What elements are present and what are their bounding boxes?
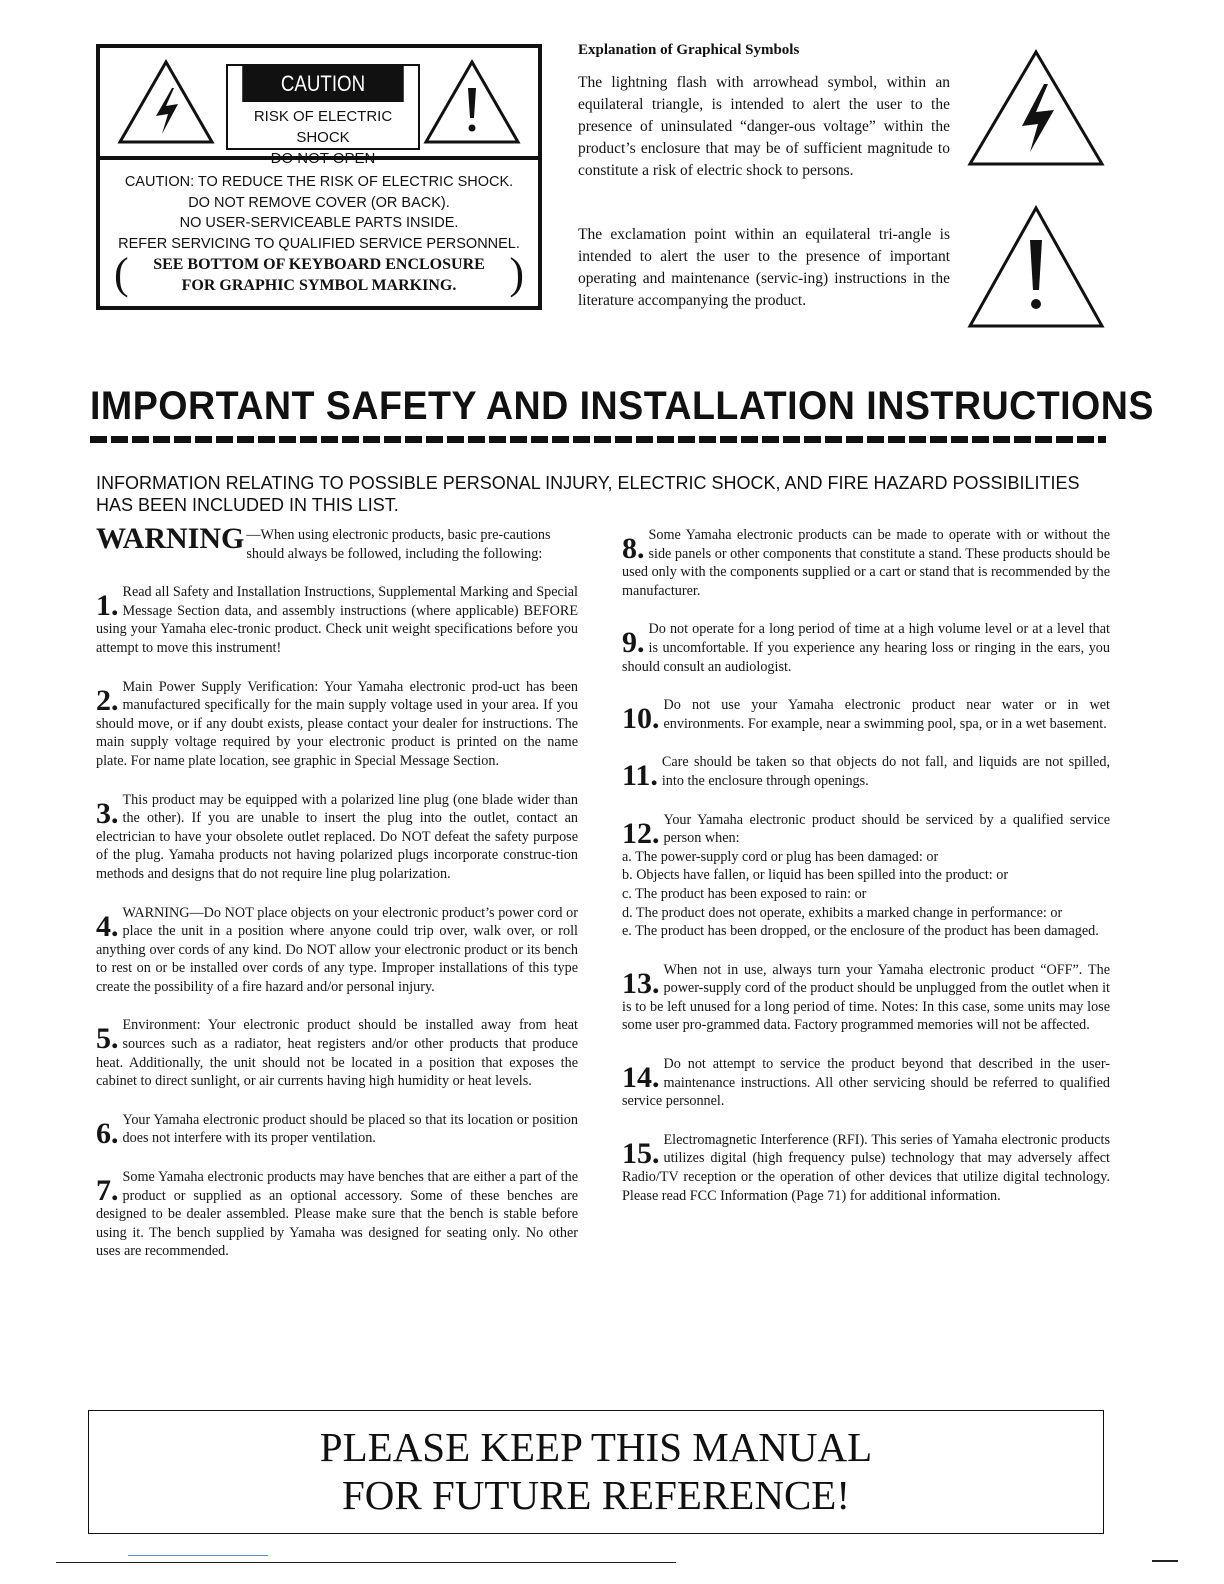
warning-word: WARNING [96, 522, 245, 555]
service-conditions-list [622, 848, 1110, 941]
instructions-left-column [96, 522, 578, 1281]
sub-list-item: a. The power-supply cord or plug has been damaged: or [622, 848, 939, 865]
explanation-title: Explanation of Graphical Symbols [578, 42, 800, 58]
list-item [96, 678, 578, 771]
instructions-right-column [622, 526, 1110, 1225]
keep-manual-notice [88, 1410, 1104, 1534]
item-text: Electromagnetic Interference (RFI). This series of Yamaha electronic products utilizes digital (high frequency pulse) technology that may adversely affect Radio/TV reception or the operation of other devices that utilize digital technology. Please read FCC Information (Page 71) for additional information. [622, 1131, 1110, 1204]
caution-box [96, 44, 542, 310]
item-number: 12. [622, 816, 660, 850]
info-statement: INFORMATION RELATING TO POSSIBLE PERSONAL INJURY, ELECTRIC SHOCK, AND FIRE HAZARD POSSIBILITIES HAS BEEN INCLUDED IN THIS LIST. [96, 473, 1080, 515]
bottom-mark [128, 1555, 268, 1556]
item-number: 1. [96, 589, 119, 623]
notice-line-2: FOR FUTURE REFERENCE! [342, 1472, 850, 1518]
caution-label [226, 64, 420, 167]
item-text: Main Power Supply Verification: Your Yamaha electronic prod-uct has been manufactured specifically for the main supply voltage used in your area. If you should move, or if any doubt exists, please contact your dealer for instructions. The main supply voltage required by your electronic product is printed on the name plate. For name plate location, see graphic in Special Message Section. [96, 678, 578, 769]
item-text: Some Yamaha electronic products may have benches that are either a part of the product or supplied as an optional accessory. Some of these benches are designed to be dealer assembled. Please make sure that the bench is stable before using it. The bench supplied by Yamaha was designed for seating only. No other uses are recommended. [96, 1169, 578, 1260]
item-text: WARNING—Do NOT place objects on your electronic product’s power cord or place the unit in a position where anyone could trip over, walk over, or roll anything over cords of any kind. Do NOT allow your electronic product or its bench to rest on or be installed over cords of any type. Improper installations of this type create the possibility of a fire hazard and/or personal injury. [96, 904, 578, 995]
list-item [622, 526, 1110, 600]
item-number: 7. [96, 1174, 119, 1208]
list-item [622, 620, 1110, 676]
item-text: Environment: Your electronic product should be installed away from heat sources such as a radiator, heat registers and/or other products that produce heat. Additionally, the unit should not be located in a position that exposes the cabinet to direct sunlight, or air currents having high humidity or heat levels. [96, 1017, 578, 1090]
list-item [96, 1016, 578, 1090]
item-text: Your Yamaha electronic product should be serviced by a qualified service person when: [663, 811, 1110, 847]
item-text: Do not operate for a long period of time at a high volume level or at a level that is uncomfortable. If you experience any hearing loss or ringing in the ears, you should consult an audiologist. [622, 621, 1110, 675]
item-text: When not in use, always turn your Yamaha electronic product “OFF”. The power-supply cord of the product should be unplugged from the outlet when it is to be left unused for a long period of time. Notes: In this case, some units may lose some user pro-grammed data. Factory programmed memories will not be affected. [622, 961, 1110, 1034]
item-number: 15. [622, 1136, 660, 1170]
caution-bold-line-1: SEE BOTTOM OF KEYBOARD ENCLOSURE [153, 256, 485, 273]
warning-intro [96, 522, 578, 563]
item-number: 5. [96, 1022, 119, 1056]
item-number: 10. [622, 702, 660, 736]
bottom-dash [1152, 1560, 1178, 1562]
lightning-triangle-icon [116, 58, 216, 146]
sub-list-item: e. The product has been dropped, or the enclosure of the product has been damaged. [622, 923, 1099, 940]
item-number: 2. [96, 683, 119, 717]
item-number: 3. [96, 796, 119, 830]
right-parenthesis: ) [509, 249, 524, 298]
page-title: IMPORTANT SAFETY AND INSTALLATION INSTRUCTIONS [90, 384, 1154, 428]
list-item [622, 696, 1110, 736]
list-item [96, 1111, 578, 1148]
explanation-exclamation-text: The exclamation point within an equilateral tri-angle is intended to alert the user to the presence of important operating and maintenance (servic-ing) instructions in the literature accompanying the product. [578, 226, 950, 309]
item-text: Your Yamaha electronic product should be placed so that its location or position does not interfere with its proper ventilation. [122, 1111, 578, 1147]
item-text: Do not attempt to service the product beyond that described in the user-maintenance instructions. All other servicing should be referred to qualified service personnel. [622, 1056, 1110, 1110]
sub-list-item: c. The product has been exposed to rain: or [622, 885, 867, 902]
item-text: This product may be equipped with a polarized line plug (one blade wider than the other). If you are unable to insert the plug into the outlet, contact an electrician to have your obsolete outlet replaced. Do NOT defeat the safety purpose of the plug. Yamaha products not having polarized plugs incorporate construc-tion methods and designs that do not require line plug polarization. [96, 791, 578, 882]
item-number: 13. [622, 966, 660, 1000]
caution-bold-line-2: FOR GRAPHIC SYMBOL MARKING. [181, 277, 457, 294]
item-text: Read all Safety and Installation Instructions, Supplemental Marking and Special Message Section data, and assembly instructions (where applicable) BEFORE using your Yamaha elec-tronic product. Check unit weight specifications before you attempt to move this instrument! [96, 584, 578, 656]
notice-line-1: PLEASE KEEP THIS MANUAL [319, 1424, 873, 1470]
exclamation-triangle-icon [422, 58, 522, 146]
exclamation-triangle-icon [966, 204, 1106, 330]
item-text: Some Yamaha electronic products can be made to operate with or without the side panels or other components that constitute a stand. These products should be used only with the components supplied or a cart or stand that is recommended by the manufacturer. [622, 527, 1110, 599]
list-item [622, 1131, 1110, 1205]
caution-line: REFER SERVICING TO QUALIFIED SERVICE PERSONNEL. [118, 235, 520, 252]
sub-list-item: d. The product does not operate, exhibits a marked change in performance: or [622, 904, 1063, 921]
item-number: 4. [96, 909, 119, 943]
list-item [96, 791, 578, 884]
list-item [96, 583, 578, 657]
list-item [622, 961, 1110, 1035]
caution-banner: CAUTION [242, 66, 404, 102]
item-number: 11. [622, 759, 658, 793]
explanation-lightning-text: The lightning flash with arrowhead symbol, within an equilateral triangle, is intended to alert the user to the presence of uninsulated “danger-ous voltage” within the product’s enclosure that may be of sufficient magnitude to constitute a risk of electric shock to persons. [578, 74, 950, 179]
list-item [96, 904, 578, 997]
dashed-divider [90, 436, 1106, 443]
lightning-triangle-icon [966, 48, 1106, 168]
caution-line: CAUTION: TO REDUCE THE RISK OF ELECTRIC SHOCK. [124, 174, 514, 190]
sub-list-item: b. Objects have fallen, or liquid has been spilled into the product: or [622, 867, 1009, 884]
list-item [622, 811, 1110, 941]
item-text: Care should be taken so that objects do not fall, and liquids are not spilled, into the enclosure through openings. [661, 754, 1110, 789]
caution-text [100, 172, 538, 296]
list-item [96, 1168, 578, 1261]
item-number: 9. [622, 626, 645, 660]
caution-line: DO NOT REMOVE COVER (OR BACK). [188, 194, 450, 211]
warning-text: —When using electronic products, basic pre-cautions should always be followed, including the following: [246, 527, 551, 562]
bottom-rule [56, 1562, 676, 1563]
item-number: 8. [622, 532, 645, 565]
risk-line-2: DO NOT OPEN [270, 150, 376, 167]
item-number: 14. [622, 1061, 660, 1095]
left-parenthesis: ( [114, 249, 129, 298]
list-item [622, 1055, 1110, 1111]
caution-symbols-row [100, 48, 538, 167]
list-item [622, 753, 1110, 793]
risk-line-1: RISK OF ELECTRIC SHOCK [253, 108, 393, 146]
item-text: Do not use your Yamaha electronic product near water or in wet environments. For example, near a swimming pool, spa, or in a wet basement. [663, 697, 1110, 732]
item-number: 6. [96, 1116, 119, 1150]
caution-line: NO USER-SERVICEABLE PARTS INSIDE. [179, 215, 459, 231]
